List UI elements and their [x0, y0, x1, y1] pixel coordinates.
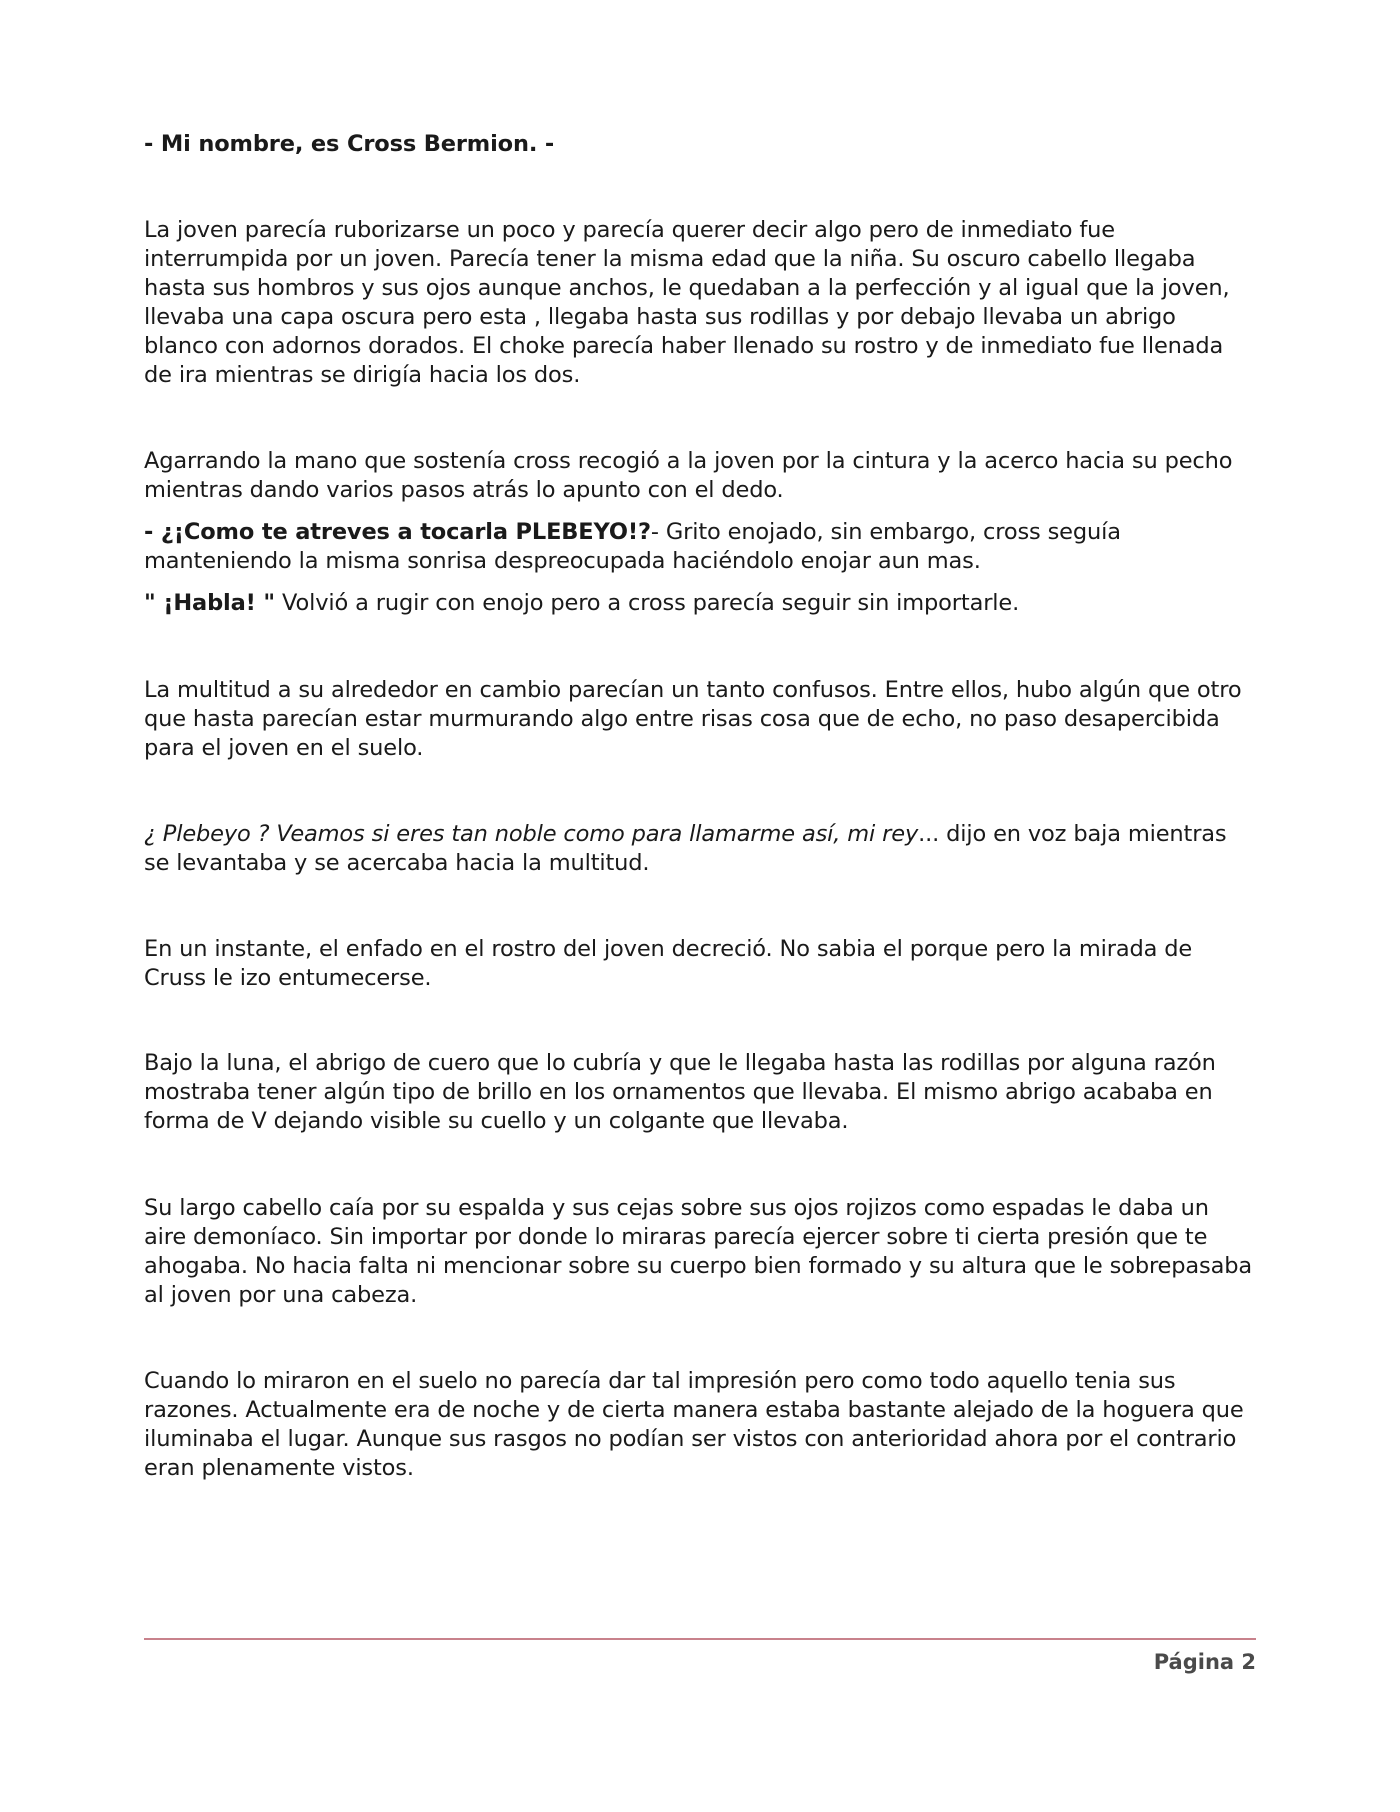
paragraph-5: La multitud a su alrededor en cambio parecían un tanto confusos. Entre ellos, hubo algún que otro que hasta parecían estar murmurando algo entre risas cosa que de echo, no paso desapercibida para el joven en el suelo.: [144, 677, 1242, 761]
paragraph-7: En un instante, el enfado en el rostro del joven decreció. No sabia el porque pero la mirada de Cruss le izo entumecerse.: [144, 936, 1193, 991]
inner-thought: ¿ Plebeyo ? Veamos si eres tan noble como para llamarme así, mi rey: [144, 821, 919, 847]
paragraph-3-narration: - Grito enojado, sin embargo, cross seguía manteniendo la misma sonrisa despreocupada haciéndolo enojar aun mas.: [144, 519, 1121, 574]
paragraph-8: Bajo la luna, el abrigo de cuero que lo cubría y que le llegaba hasta las rodillas por alguna razón mostraba tener algún tipo de brillo en los ornamentos que llevaba. El mismo abrigo acababa en forma de V dejando visible su cuello y un colgante que llevaba.: [144, 1050, 1216, 1134]
paragraph-2: Agarrando la mano que sostenía cross recogió a la joven por la cintura y la acerco hacia su pecho mientras dando varios pasos atrás lo apunto con el dedo.: [144, 448, 1233, 503]
paragraph-4: [144, 589, 1256, 618]
dialogue-heading: - Mi nombre, es Cross Bermion. -: [144, 131, 555, 157]
paragraph-6: [144, 820, 1256, 878]
paragraph-6-narration: ... dijo en voz baja mientras se levantaba y se acercaba hacia la multitud.: [144, 821, 1227, 876]
paragraph-4-narration: Volvió a rugir con enojo pero a cross parecía seguir sin importarle.: [275, 590, 1020, 616]
footer-divider: [144, 1638, 1256, 1640]
habla-dialogue: " ¡Habla! ": [144, 590, 275, 616]
shout-dialogue: - ¿¡Como te atreves a tocarla PLEBEYO!?: [144, 519, 651, 545]
paragraph-9: Su largo cabello caía por su espalda y sus cejas sobre sus ojos rojizos como espadas le daba un aire demoníaco. Sin importar por donde lo miraras parecía ejercer sobre ti cierta presión que te ahogaba. No hacia falta ni mencionar sobre su cuerpo bien formado y su altura que le sobrepasaba al joven por una cabeza.: [144, 1195, 1252, 1308]
paragraph-10: Cuando lo miraron en el suelo no parecía dar tal impresión pero como todo aquello tenia sus razones. Actualmente era de noche y de cierta manera estaba bastante alejado de la hoguera que iluminaba el lugar. Aunque sus rasgos no podían ser vistos con anterioridad ahora por el contrario eran plenamente vistos.: [144, 1368, 1244, 1481]
paragraph-1: La joven parecía ruborizarse un poco y parecía querer decir algo pero de inmediato fue interrumpida por un joven. Parecía tener la misma edad que la niña. Su oscuro cabello llegaba hasta sus hombros y sus ojos aunque anchos, le quedaban a la perfección y al igual que la joven, llevaba una capa oscura pero esta , llegaba hasta sus rodillas y por debajo llevaba un abrigo blanco con adornos dorados. El choke parecía haber llenado su rostro y de inmediato fue llenada de ira mientras se dirigía hacia los dos.: [144, 217, 1230, 388]
document-page: [144, 0, 1256, 1812]
page-number: Página 2: [1153, 1650, 1256, 1674]
paragraph-3: [144, 518, 1256, 576]
